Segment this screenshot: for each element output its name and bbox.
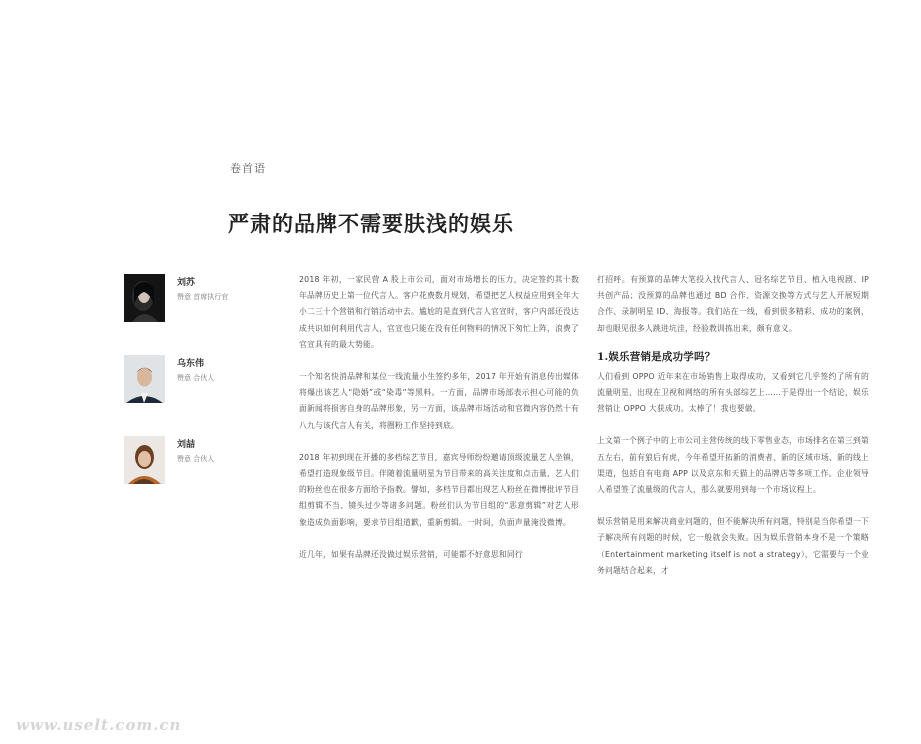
author-photo [124, 274, 165, 322]
author-title: 赞意 合伙人 [177, 455, 215, 463]
body-paragraph: 一个知名快消品牌和某位一线流量小生签约多年，2017 年开始有消息传出媒体将爆出该艺人“隐婚”或“染毒”等黑料。一方面，品牌市场部表示担心可能的负面新闻将损害自身的品牌形象，另一方面，该品牌市场活动和官微内容仍然十有八九与该代言人有关，将圈粉工作坚持到底。 [299, 372, 579, 430]
author-name: 乌东伟 [177, 359, 205, 369]
author-title: 赞意 首席执行官 [177, 293, 229, 301]
author-photo [124, 436, 165, 484]
body-paragraph: 打招呼。有预算的品牌大笔投入找代言人、冠名综艺节目、植入电视剧、IP 共创产品；没预算的品牌也通过 BD 合作、资源交换等方式与艺人开展短期合作、录制明星 ID、海报等。我们站在一线，看到很多精彩、成功的案例，却也眼见很多人跳进坑洼，经验教训拣出来，颇有意义。 [597, 275, 869, 333]
body-paragraph: 人们看到 OPPO 近年来在市场销售上取得成功，又看到它几乎签约了所有的流量明星、出现在卫视和网络的所有头部综艺上……于是得出一个结论，娱乐营销让 OPPO 大获成功。太棒了！我也要做。 [597, 371, 869, 414]
body-paragraph: 2018 年初，一家民营 A 股上市公司，面对市场增长的压力，决定签约其十数年品牌历史上第一位代言人。客户花费数月规划，希望把艺人权益应用到全年大小二三十个营销和行销活动中去。尴尬的是直到代言人官宣时，客户内部还没达成共识如何利用代言人，官宣也只能在没有任何物料的情况下匆忙上阵，浪费了官宣具有的最大势能。 [299, 275, 579, 349]
author-name: 刘喆 [177, 440, 196, 450]
author-name: 刘苏 [177, 278, 196, 288]
section-label: 卷首语 [230, 162, 266, 175]
page-title: 严肃的品牌不需要肤浅的娱乐 [228, 211, 514, 236]
author-photo [124, 355, 165, 403]
author-title: 赞意 合伙人 [177, 374, 215, 382]
watermark: www.uselt.com.cn [16, 716, 182, 734]
body-column-left [299, 272, 579, 579]
section-subheading: 1.娱乐营销是成功学吗？ [597, 350, 716, 363]
body-paragraph: 上文第一个例子中的上市公司主营传统的线下零售业态，市场排名在第三到第五左右，前有狼后有虎，今年希望开拓新的消费者、新的区域市场、新的线上渠道，包括自有电商 APP 以及京东和天猫上的品牌店等多项工作。企业领导人希望签了流量级的代言人，那么就要用到每一个市场议程上。 [597, 436, 869, 495]
body-paragraph: 2018 年初到现在开播的多档综艺节目，嘉宾导师纷纷邀请顶级流量艺人坐镇，希望打造现象级节目。伴随着流量明星为节目带来的高关注度和点击量，艺人们的粉丝也在很多方面给予指教。譬如，多档节目都出现艺人粉丝在微博批评节目组剪辑不当、镜头过少等诸多问题。粉丝们认为节目组的“恶意剪辑”对艺人形象造成负面影响，要求节目组道歉，重新剪辑。一时间，负面声量淹没微博。 [299, 452, 579, 527]
body-paragraph: 近几年，如果有品牌还没做过娱乐营销，可能都不好意思和同行 [299, 549, 523, 559]
body-paragraph: 娱乐营销是用来解决商业问题的，但不能解决所有问题，特别是当你希望一下子解决所有问题的时候，它一般就会失败。因为娱乐营销本身不是一个策略（Entertainment marketing itself is not a strategy），它需要与一个业务问题结合起来，才 [597, 517, 869, 575]
body-column-right [597, 272, 869, 595]
